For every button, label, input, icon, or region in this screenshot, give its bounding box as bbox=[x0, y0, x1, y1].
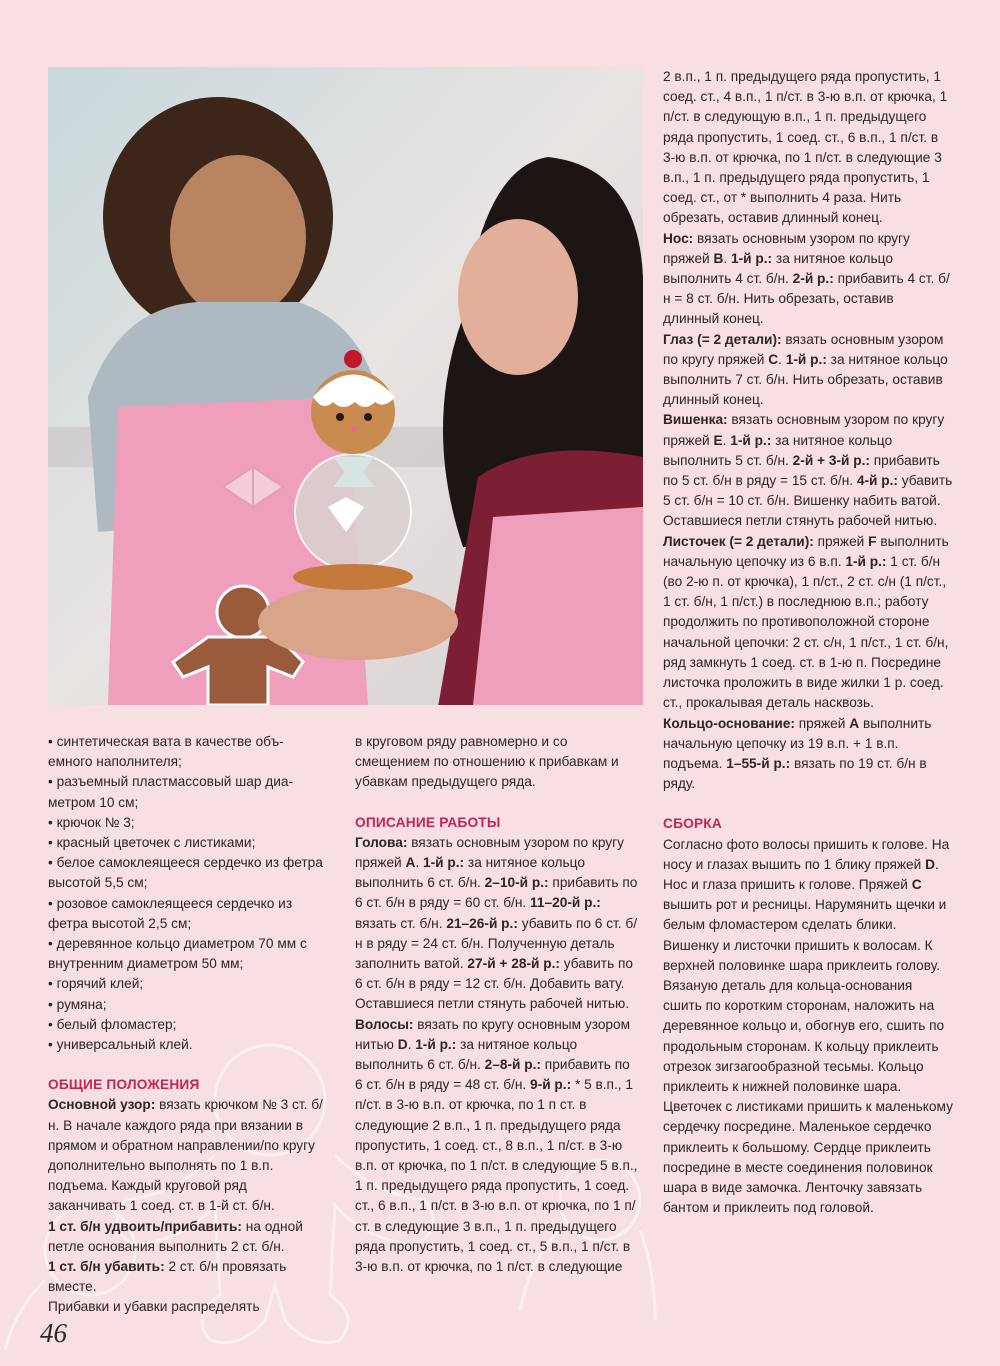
paragraph-distribute: Прибавки и убавки распределять bbox=[48, 1299, 260, 1315]
paragraph-ring: Кольцо-основание: пряжей А выполнить начальную цепочку из 19 в.п. + 1 в.п. подъема. 1–55-й р.: вязать по 19 ст. б/н в ряду. bbox=[663, 715, 932, 792]
section-heading-general: ОБЩИЕ ПОЛОЖЕНИЯ bbox=[48, 1077, 200, 1093]
list-item: • красный цветочек с листиками; bbox=[48, 833, 328, 853]
photo-girl-woman-gingerbread-toy bbox=[48, 67, 643, 705]
list-item: • универсальный клей. bbox=[48, 1035, 328, 1055]
list-item: • розовое самоклеящееся сердечко из фетра высотой 2,5 см; bbox=[48, 894, 328, 934]
paragraph-decrease: 1 ст. б/н убавить: 2 ст. б/н провязать вместе. bbox=[48, 1259, 287, 1295]
list-item: • крючок № 3; bbox=[48, 813, 328, 833]
paragraph-hair: Волосы: вязать по кругу основным узором нитью D. 1-й р.: за нитяное кольцо выполнить 6 ст. б/н. 2–8-й р.: прибавить по 6 ст. б/н в ряду = 48 ст. б/н. 9-й р.: * 5 в.п., 1 п/ст. в 3-ю в.п. от крючка, по 1 п ст. в следующие 2 в.п., 1 п. предыдущего ряда пропустить, 1 соед. ст., 8 в.п., 1 п/ст. в 3-ю в.п. от крючка, по 1 п/ст. в следующие 5 в.п., 1 п. предыдущего ряда пропустить, 1 соед. ст., 6 в.п., 1 п/ст. в 3-ю в.п. от крючка, по 1 п/ст. в следующие 3 в.п., 1 п. предыдущего ряда пропустить, 1 соед. ст., 5 в.п., 1 п/ст. в 3-ю в.п. от крючка, по 1 п/ст. в следующие bbox=[355, 1016, 638, 1275]
paragraph-nose: Нос: вязать основным узором по кругу пряжей В. 1-й р.: за нитяное кольцо выполнить 4 ст. б/н. 2-й р.: прибавить 4 ст. б/н = 8 ст. б/н. Нить обрезать, оставив длинный конец. bbox=[663, 230, 950, 327]
paragraph-assembly: Согласно фото волосы пришить к голове. На носу и глазах вышить по 1 блику пряжей D. Нос и глаза пришить к голове. Пряжей С вышить рот и ресницы. Нарумянить щечки и белым фломастером сделать блики. Вишенку и листочки пришить к волосам. К верхней половинке шара приклеить голову. Вязаную деталь для кольца-основания сшить по коротким сторонам, наложить на деревянное кольцо и, обогнув его, сшить по продольным сторонам. К кольцу приклеить отрезок зигзагообразной тесьмы. Кольцо приклеить к нижней половинке шара. Цветочек с листиками пришить к маленькому сердечку посредине. Маленькое сердечко приклеить к большому. Сердце приклеить посредине в месте соединения половинок шара в виде замочка. Ленточку завязать бантом и приклеить под головой. bbox=[663, 836, 953, 1216]
list-item: • деревянное кольцо диаметром 70 мм с внутренним диаметром 50 мм; bbox=[48, 934, 328, 974]
paragraph-basic-pattern: Основной узор: вязать крючком № 3 ст. б/н. В начале каждого ряда при вязании в прямом и обратном направлении/по кругу дополнительно выполнять по 1 в.п. подъема. Каждый круговой ряд заканчивать 1 соед. ст. в 1-й ст. б/н. bbox=[48, 1097, 323, 1214]
section-heading-assembly: СБОРКА bbox=[663, 816, 722, 832]
page-number: 46 bbox=[40, 1318, 67, 1348]
paragraph-leaf: Листочек (= 2 детали): пряжей F выполнить начальную цепочку из 6 в.п. 1-й р.: 1 ст. б/н (во 2-ю п. от крючка), 1 п/ст., 2 ст. с/н (1 п/ст., 1 ст. б/н, 1 п/ст.) в последнюю в.п.; работу продолжить по противоположной стороне начальной цепочки: 2 ст. с/н, 1 п/ст., 1 ст. б/н, ряд замкнуть 1 соед. ст. в 1-ю п. Посредине листочка проложить в виде жилки 1 р. соед. ст., прокалывая деталь насквозь. bbox=[663, 533, 949, 711]
paragraph-eye: Глаз (= 2 детали): вязать основным узором по кругу пряжей С. 1-й р.: за нитяное кольцо выполнить 7 ст. б/н. Нить обрезать, оставив длинный конец. bbox=[663, 331, 948, 408]
list-item: • синтетическая вата в качестве объ-емного наполнителя; bbox=[48, 732, 328, 772]
paragraph-cherry: Вишенка: вязать основным узором по кругу пряжей Е. 1-й р.: за нитяное кольцо выполнить 5 ст. б/н. 2-й + 3-й р.: прибавить по 5 ст. б/н в ряду = 15 ст. б/н. 4-й р.: убавить 5 ст. б/н = 10 ст. б/н. Вишенку набить ватой. Оставшиеся петли стянуть рабочей нитью. bbox=[663, 412, 953, 529]
column-left bbox=[48, 732, 328, 1318]
list-item: • горячий клей; bbox=[48, 974, 328, 994]
paragraph-head: Голова: вязать основным узором по кругу пряжей А. 1-й р.: за нитяное кольцо выполнить 6 ст. б/н. 2–10-й р.: прибавить по 6 ст. б/н в ряду = 60 ст. б/н. 11–20-й р.: вязать ст. б/н. 21–26-й р.: убавить по 6 ст. б/н в ряду = 24 ст. б/н. Полученную деталь заполнить ватой. 27-й + 28-й р.: убавить по 6 ст. б/н в ряду = 12 ст. б/н. Добавить вату. Оставшиеся петли стянуть рабочей нитью. bbox=[355, 834, 638, 1012]
column-right bbox=[663, 67, 953, 1218]
list-item: • белое самоклеящееся сердечко из фетра высотой 5,5 см; bbox=[48, 853, 328, 893]
list-item: • румяна; bbox=[48, 995, 328, 1015]
paragraph-increase: 1 ст. б/н удвоить/прибавить: на одной петле основания выполнить 2 ст. б/н. bbox=[48, 1218, 303, 1254]
paragraph-continuation: в круговом ряду равномерно и со смещением по отношению к прибавкам и убавкам предыдущего ряда. bbox=[355, 734, 619, 790]
section-heading-work: ОПИСАНИЕ РАБОТЫ bbox=[355, 814, 501, 830]
list-item: • белый фломастер; bbox=[48, 1015, 328, 1035]
column-middle bbox=[355, 732, 640, 1277]
materials-list bbox=[48, 732, 328, 1055]
paragraph-hair-continuation: 2 в.п., 1 п. предыдущего ряда пропустить, 1 соед. ст., 4 в.п., 1 п/ст. в 3-ю в.п. от крючка, 1 п/ст. в следующую в.п., 1 п. предыдущего ряда пропустить, 1 соед. ст., 6 в.п., 1 п/ст. в 3-ю в.п. от крючка, по 1 п/ст. в следующие 3 в.п., 1 п. предыдущего ряда пропустить, 1 соед. ст., от * выполнить 4 раза. Нить обрезать, оставив длинный конец. bbox=[663, 69, 948, 226]
list-item: • разъемный пластмассовый шар диа-метром 10 см; bbox=[48, 772, 328, 812]
